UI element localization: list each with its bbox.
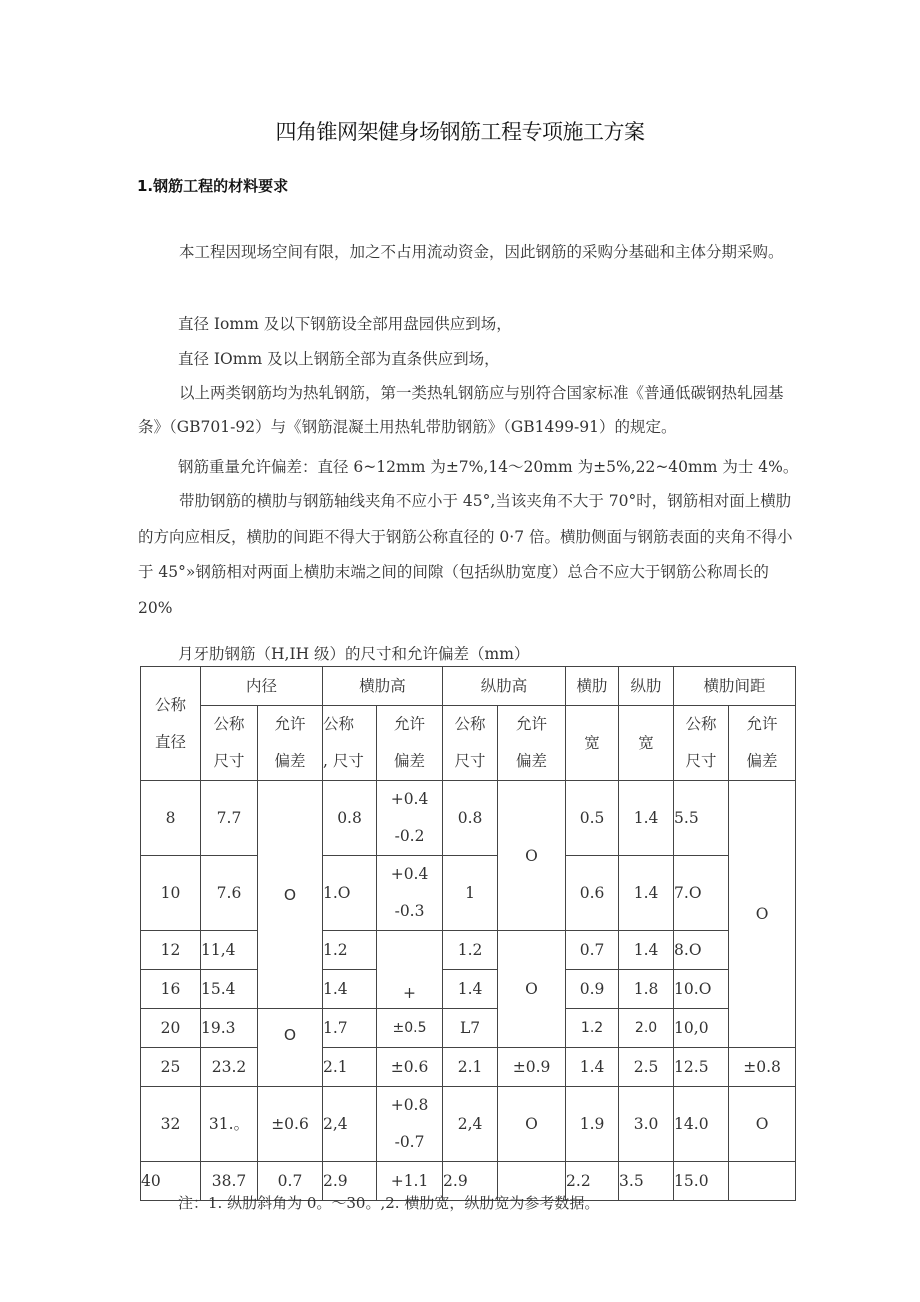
sub-label: 尺寸 [685,752,717,770]
cell-tw: 0.6 [566,856,619,931]
header-transverse-rib-spacing: 横肋间距 [674,667,796,706]
paragraph-rib-requirements: 带肋钢筋的横肋与钢筋轴线夹角不应小于 45°,当该夹角不大于 70°时，钢筋相对面上横肋的方向应相反，横肋的间距不得大于钢筋公称直径的 0·7 倍。横肋侧面与钢筋表面的夹角不得小于 45°»钢筋相对两面上横肋末端之间的间隙（包括纵肋宽度）总合不应大于钢筋公称周长的 20% [138,492,793,617]
sub-lh-tolerance [498,706,566,781]
cell-tw: 1.9 [566,1087,619,1162]
cell-lh: 1 [443,856,498,931]
cell-lw: 1.4 [619,931,674,970]
cell-inner: 7.7 [201,781,258,856]
header-transverse-rib-width-a: 横肋 [566,667,619,706]
sub-lh-nominal [443,706,498,781]
cell-sp: 14.0 [674,1087,729,1162]
cell-sp-tolerance: O [729,1087,796,1162]
table-row [141,856,796,931]
sub-label: 公称 [454,715,486,733]
cell-th-tolerance: ±0.5 [377,1009,443,1048]
cell-inner-tolerance: ±0.6 [258,1087,323,1162]
cell-lw: 1.4 [619,856,674,931]
cell-sp: 15.0 [674,1162,729,1201]
cell-diameter: 8 [141,781,201,856]
cell-lw: 1.8 [619,970,674,1009]
cell-diameter: 40 [141,1162,201,1201]
paragraph-straight-supply: 直径 IOmm 及以上钢筋全部为直条供应到场， [178,350,500,368]
table-row [141,1009,796,1048]
cell-sp-tolerance: ±0.8 [729,1048,796,1087]
paragraph-coil-supply: 直径 Iomm 及以下钢筋设全部用盘园供应到场， [178,315,512,333]
table-row [141,931,796,970]
cell-th: 1.7 [323,1009,377,1048]
cell-lw: 3.0 [619,1087,674,1162]
cell-th-tolerance [377,856,443,931]
cell-inner-tolerance: O [258,781,323,1009]
header-inner-diameter: 内径 [201,667,323,706]
sub-label: 公称 [323,715,355,733]
sub-label: 公称 [685,715,717,733]
cell-lh: 2.9 [443,1162,498,1201]
sub-label: 允许 [746,715,778,733]
sub-label: 偏差 [746,752,778,770]
cell-lh-tolerance: ±0.9 [498,1048,566,1087]
sub-label: 偏差 [516,752,548,770]
cell-lh: L7 [443,1009,498,1048]
sub-lw-width: 宽 [619,706,674,781]
cell-inner: 19.3 [201,1009,258,1048]
cell-tw: 1.4 [566,1048,619,1087]
sub-th-tolerance [377,706,443,781]
cell-inner: 38.7 [201,1162,258,1201]
sub-sp-tolerance [729,706,796,781]
cell-th: 1.O [323,856,377,931]
cell-diameter: 20 [141,1009,201,1048]
cell-inner: 15.4 [201,970,258,1009]
cell-sp: 5.5 [674,781,729,856]
cell-sp: 7.O [674,856,729,931]
cell-sp: 8.O [674,931,729,970]
sub-label: 允许 [516,715,548,733]
cell-th: 1.4 [323,970,377,1009]
cell-diameter: 32 [141,1087,201,1162]
table-row [141,781,796,856]
cell-lh-tolerance: O [498,781,566,931]
paragraph-weight-tolerance: 钢筋重量允许偏差：直径 6~12mm 为±7%,14～20mm 为±5%,22~40mm 为士 4%。 [178,458,799,476]
header-longitudinal-rib-width-a: 纵肋 [619,667,674,706]
table-row [141,970,796,1009]
cell-line: -0.3 [394,902,425,920]
sub-inner-nominal [201,706,258,781]
cell-tw: 0.7 [566,931,619,970]
cell-line: +0.4 [390,790,429,808]
table-row [141,1087,796,1162]
cell-th-tolerance: +1.1 [377,1162,443,1201]
sub-label: 允许 [394,715,426,733]
sub-label: 允许 [274,715,306,733]
cell-sp: 12.5 [674,1048,729,1087]
cell-th-tolerance [377,781,443,856]
cell-sp-tolerance: O [729,781,796,1048]
cell-tw: 1.2 [566,1009,619,1048]
cell-lh: 2,4 [443,1087,498,1162]
cell-diameter: 16 [141,970,201,1009]
cell-lw: 3.5 [619,1162,674,1201]
cell-diameter: 25 [141,1048,201,1087]
sub-label: 尺寸 [213,752,245,770]
table-row [141,1048,796,1087]
cell-inner-tolerance: 0.7 [258,1162,323,1201]
sub-tw-width: 宽 [566,706,619,781]
sub-label: 偏差 [394,752,426,770]
paragraph-procurement: 本工程因现场空间有限，加之不占用流动资金，因此钢筋的采购分基础和主体分期采购。 [179,243,784,261]
cell-th: 0.8 [323,781,377,856]
sub-label: 尺寸 [454,752,486,770]
cell-inner: 11,4 [201,931,258,970]
header-nominal-a: 公称 [154,695,186,714]
sub-sp-nominal [674,706,729,781]
cell-th: 1.2 [323,931,377,970]
cell-inner: 7.6 [201,856,258,931]
cell-th: 2,4 [323,1087,377,1162]
cell-lh: 1.2 [443,931,498,970]
cell-sp: 10,0 [674,1009,729,1048]
cell-lh-tolerance: O [498,1087,566,1162]
cell-line: +0.4 [390,865,429,883]
cell-th-tolerance: + [377,931,443,1009]
cell-lh-tolerance: O [498,931,566,1048]
table-title: 月牙肋钢筋（H,IH 级）的尺寸和允许偏差（mm） [178,645,530,663]
cell-inner: 31.。 [201,1087,258,1162]
cell-th-tolerance: ±0.6 [377,1048,443,1087]
cell-line: -0.2 [394,827,425,845]
header-nominal-diameter [141,667,201,781]
cell-lw: 2.0 [619,1009,674,1048]
sub-label: 公称 [213,715,245,733]
cell-line: -0.7 [394,1133,425,1151]
cell-th: 2.1 [323,1048,377,1087]
cell-line: +0.8 [390,1096,429,1114]
section-heading: 1.钢筋工程的材料要求 [137,177,289,195]
cell-tw: 0.9 [566,970,619,1009]
cell-th-tolerance [377,1087,443,1162]
cell-inner-tolerance: O [258,1009,323,1087]
cell-lw: 1.4 [619,781,674,856]
header-longitudinal-rib-height: 纵肋高 [443,667,566,706]
cell-diameter: 10 [141,856,201,931]
sub-inner-tolerance [258,706,323,781]
sub-label: 偏差 [274,752,306,770]
cell-diameter: 12 [141,931,201,970]
cell-th: 2.9 [323,1162,377,1201]
sub-label: , 尺寸 [323,752,364,770]
cell-sp: 10.O [674,970,729,1009]
header-transverse-rib-height: 横肋高 [323,667,443,706]
cell-tw: 0.5 [566,781,619,856]
cell-lh: 2.1 [443,1048,498,1087]
rebar-dimension-table [140,666,796,1201]
paragraph-standards: 以上两类钢筋均为热轧钢筋，第一类热轧钢筋应与别符合国家标准《普通低碳钢热轧园基条》（GB701-92）与《钢筋混凝土用热轧带肋钢筋》（GB1499-91）的规定。 [138,384,784,436]
cell-lh: 0.8 [443,781,498,856]
header-nominal-b: 直径 [154,732,186,751]
cell-lw: 2.5 [619,1048,674,1087]
cell-sp-tolerance [729,1162,796,1201]
cell-inner: 23.2 [201,1048,258,1087]
cell-lh: 1.4 [443,970,498,1009]
sub-th-nominal [323,706,377,781]
table-note: 注：1. 纵肋斜角为 0。～30。,2. 横肋宽，纵肋宽为参考数据。 [178,1194,600,1212]
cell-tw: 2.2 [566,1162,619,1201]
page-title: 四角锥网架健身场钢筋工程专项施工方案 [275,120,645,144]
